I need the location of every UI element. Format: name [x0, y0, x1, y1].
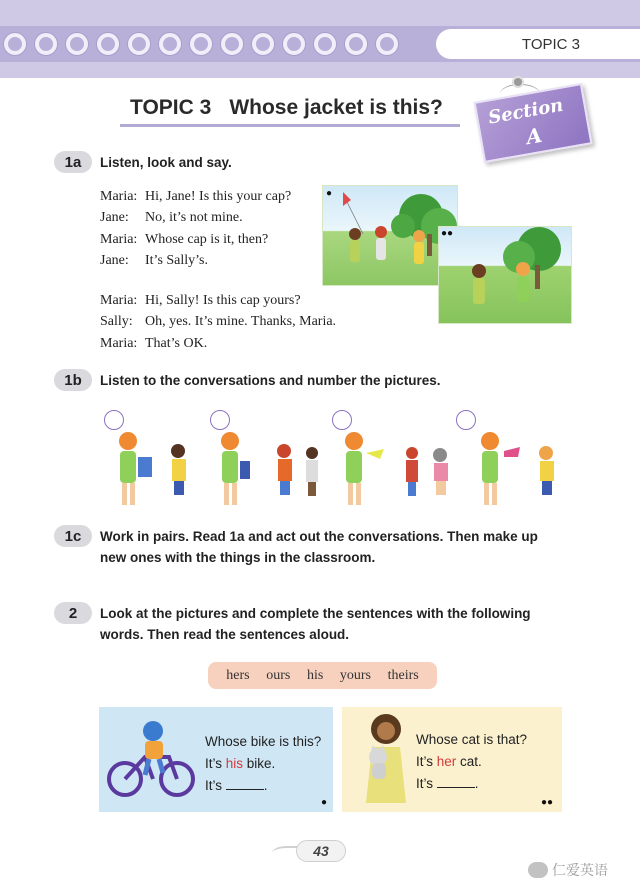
instruction-2 — [100, 603, 531, 645]
instruction-2-line1: Look at the pictures and complete the sentences with the following — [100, 606, 531, 621]
watermark — [528, 860, 608, 880]
dialogue-text: Oh, yes. It’s mine. Thanks, Maria. — [145, 314, 337, 330]
cat-blank-sentence — [416, 773, 527, 795]
dialogue-speaker: Sally: — [100, 314, 133, 330]
page-title — [130, 96, 443, 120]
dialogue-line — [100, 333, 336, 355]
dialogue-line — [100, 208, 291, 230]
dialogue-line — [100, 229, 291, 251]
boy-on-bike-illustration — [105, 717, 197, 803]
exercise-panel-cat — [342, 707, 562, 812]
bike-blank-pre: It’s — [205, 778, 223, 793]
binder-ring — [376, 33, 398, 55]
cat-blank-post: . — [474, 776, 479, 791]
activity-label-1c: 1c — [54, 525, 92, 547]
instruction-1c-line1: Work in pairs. Read 1a and act out the conversations. Then make up — [100, 529, 538, 544]
binder-ring — [190, 33, 212, 55]
scene-2-marker: ●● — [441, 228, 454, 239]
picture-1b-1 — [119, 432, 186, 505]
picture-1b-3 — [345, 432, 448, 505]
word-box — [208, 662, 437, 689]
panel-right-marker: ●● — [541, 797, 554, 808]
dialogue-text: That’s OK. — [145, 335, 208, 351]
binder-ring — [35, 33, 57, 55]
binder-ring — [252, 33, 274, 55]
title-underline — [120, 124, 460, 127]
section-word: Section — [486, 94, 565, 129]
picture-1b-2 — [221, 432, 318, 505]
bike-answer-post: bike. — [243, 756, 276, 771]
bike-answer-blank[interactable] — [226, 778, 264, 790]
bike-blank-post: . — [263, 778, 268, 793]
binder-ring — [283, 33, 305, 55]
dialogue-line — [100, 186, 291, 208]
binder-ring — [66, 33, 88, 55]
bike-answer-word: his — [225, 756, 244, 771]
cat-answer-word: her — [436, 754, 457, 769]
dialogue-text: Whose cap is it, then? — [145, 231, 269, 247]
dialogue-1 — [100, 186, 291, 272]
dialogue-text: No, it’s not mine. — [145, 210, 243, 226]
dialogue-line — [100, 251, 291, 273]
title-text: Whose jacket is this? — [229, 96, 443, 119]
picture-row-1b — [100, 425, 570, 515]
word-option: his — [306, 667, 324, 683]
binder-ring — [97, 33, 119, 55]
word-option: theirs — [387, 667, 419, 683]
dialogue-speaker: Maria: — [100, 292, 138, 308]
cat-answer-blank[interactable] — [437, 776, 475, 788]
dialogue-2 — [100, 290, 336, 355]
binder-ring — [221, 33, 243, 55]
section-letter: A — [524, 122, 544, 150]
cat-answer — [416, 751, 527, 773]
bike-sentences — [205, 731, 321, 797]
exercise-panel-bike — [99, 707, 333, 812]
topic-tab — [436, 29, 606, 59]
word-option: yours — [339, 667, 371, 683]
bike-blank-sentence — [205, 775, 321, 797]
binder-ring — [4, 33, 26, 55]
binder-rings — [4, 30, 398, 58]
cat-blank-pre: It’s — [416, 776, 434, 791]
instruction-1c-line2: new ones with the things in the classroom. — [100, 550, 376, 565]
bike-answer — [205, 753, 321, 775]
bike-answer-pre: It’s — [205, 756, 226, 771]
topic-tab-end — [606, 29, 640, 59]
dialogue-line — [100, 312, 336, 334]
activity-label-1b: 1b — [54, 369, 92, 391]
girl-with-cat-illustration — [354, 711, 418, 809]
dialogue-text: Hi, Jane! Is this your cap? — [145, 188, 292, 204]
pin-icon — [512, 76, 524, 88]
panel-left-marker: ● — [321, 797, 328, 808]
instruction-1c — [100, 526, 538, 568]
page-number: 43 — [296, 840, 346, 862]
scene-1-marker: ● — [326, 188, 333, 199]
binder-ring — [314, 33, 336, 55]
instruction-2-line2: words. Then read the sentences aloud. — [100, 627, 350, 642]
dialogue-text: It’s Sally’s. — [145, 253, 209, 269]
dialogue-speaker: Maria: — [100, 335, 138, 351]
activity-label-2: 2 — [54, 602, 92, 624]
dialogue-speaker: Maria: — [100, 188, 138, 204]
cat-sentences — [416, 729, 527, 795]
cat-answer-pre: It’s — [416, 754, 437, 769]
binder-ring — [345, 33, 367, 55]
dialogue-text: Hi, Sally! Is this cap yours? — [145, 292, 301, 308]
cat-question: Whose cat is that? — [416, 732, 528, 747]
dialogue-speaker: Jane: — [100, 253, 129, 269]
picture-1b-4 — [481, 432, 554, 505]
scene-picture-2 — [438, 226, 572, 324]
topic-tab-label: TOPIC 3 — [521, 35, 580, 53]
watermark-text: 仁爱英语 — [552, 862, 608, 878]
dialogue-speaker: Jane: — [100, 210, 129, 226]
binder-ring — [128, 33, 150, 55]
word-option: ours — [266, 667, 291, 683]
instruction-1b: Listen to the conversations and number the pictures. — [100, 373, 441, 388]
word-option: hers — [226, 667, 250, 683]
wechat-icon — [528, 862, 548, 878]
activity-label-1a: 1a — [54, 151, 92, 173]
binder-ring — [159, 33, 181, 55]
dialogue-line — [100, 290, 336, 312]
bike-question: Whose bike is this? — [205, 734, 322, 749]
dialogue-speaker: Maria: — [100, 231, 138, 247]
instruction-1a: Listen, look and say. — [100, 155, 232, 170]
cat-answer-post: cat. — [456, 754, 482, 769]
section-badge — [473, 83, 592, 163]
title-topic: TOPIC 3 — [130, 96, 212, 119]
